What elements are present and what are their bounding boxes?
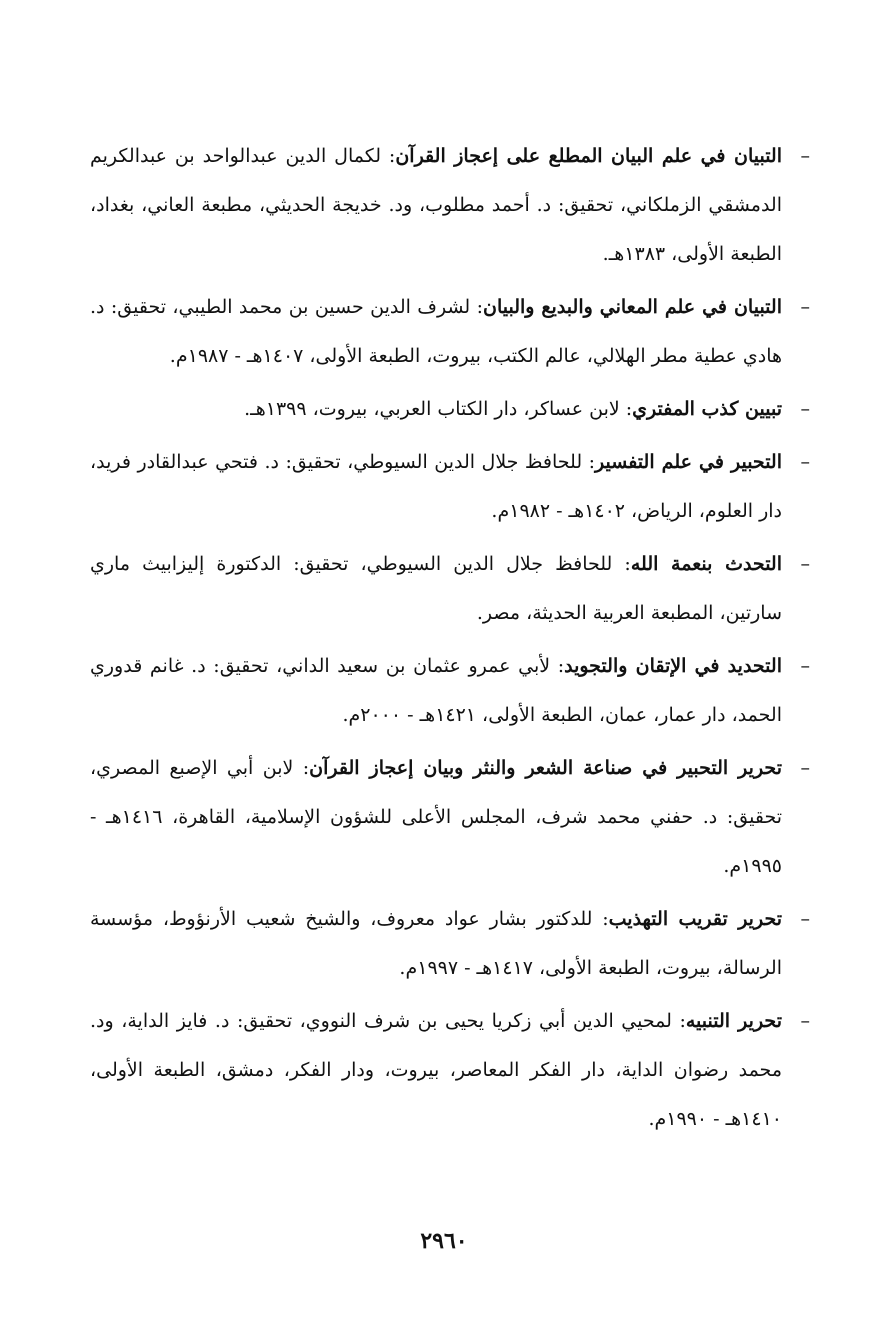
entry-title: تبيين كذب المفتري xyxy=(632,398,782,420)
bibliography-entry xyxy=(90,385,810,434)
entry-dash: – xyxy=(800,145,810,167)
entry-details: : للحافظ جلال الدين السيوطي، تحقيق: الدكتورة إليزابيث ماري سارتين، المطبعة العربية الحديثة، مصر. xyxy=(90,553,782,624)
entry-details: : لشرف الدين حسين بن محمد الطيبي، تحقيق: د. هادي عطية مطر الهلالي، عالم الكتب، بيروت، الطبعة الأولى، ١٤٠٧هـ - ١٩٨٧م. xyxy=(90,296,782,367)
entry-title: التبيان في علم البيان المطلع على إعجاز القرآن xyxy=(395,145,783,167)
entry-dash: – xyxy=(800,757,810,779)
entry-title: التحديد في الإتقان والتجويد xyxy=(564,655,782,677)
entry-dash: – xyxy=(800,451,810,473)
entry-dash: – xyxy=(800,296,810,318)
entry-details: : لابن أبي الإصبع المصري، تحقيق: د. حفني محمد شرف، المجلس الأعلى للشؤون الإسلامية، القاهرة، ١٤١٦هـ - ١٩٩٥م. xyxy=(90,757,783,877)
entry-details: : لابن عساكر، دار الكتاب العربي، بيروت، ١٣٩٩هـ. xyxy=(244,398,633,420)
entry-dash: – xyxy=(800,908,810,930)
entry-title: التحدث بنعمة الله xyxy=(630,553,782,575)
bibliography-entry xyxy=(90,132,810,279)
entry-title: تحرير تقريب التهذيب xyxy=(608,908,783,930)
bibliography-entry xyxy=(90,997,810,1144)
entry-dash: – xyxy=(800,553,810,575)
entry-details: : لأبي عمرو عثمان بن سعيد الداني، تحقيق: د. غانم قدوري الحمد، دار عمار، عمان، الطبعة الأولى، ١٤٢١هـ - ٢٠٠٠م. xyxy=(90,655,782,726)
entry-details: : للدكتور بشار عواد معروف، والشيخ شعيب الأرنؤوط، مؤسسة الرسالة، بيروت، الطبعة الأولى، ١٤١٧هـ - ١٩٩٧م. xyxy=(90,908,782,979)
entry-title: تحرير التحبير في صناعة الشعر والنثر وبيان إعجاز القرآن xyxy=(309,757,782,779)
bibliography-entry xyxy=(90,744,810,891)
page-number: ٢٩٦٠ xyxy=(420,1228,468,1254)
bibliography-entry xyxy=(90,540,810,638)
entry-details: : لكمال الدين عبدالواحد بن عبدالكريم الدمشقي الزملكاني، تحقيق: د. أحمد مطلوب، ود. خديجة الحديثي، مطبعة العاني، بغداد، الطبعة الأولى، ١٣٨٣هـ. xyxy=(90,145,782,265)
bibliography-entry xyxy=(90,642,810,740)
entry-details: : للحافظ جلال الدين السيوطي، تحقيق: د. فتحي عبدالقادر فريد، دار العلوم، الرياض، ١٤٠٢هـ - ١٩٨٢م. xyxy=(90,451,782,522)
entry-title: تحرير التنبيه xyxy=(685,1010,782,1032)
entry-title: التحبير في علم التفسير xyxy=(595,451,782,473)
entry-details: : لمحيي الدين أبي زكريا يحيى بن شرف النووي، تحقيق: د. فايز الداية، ود. محمد رضوان الداية، دار الفكر المعاصر، بيروت، ودار الفكر، دمشق، الطبعة الأولى، ١٤١٠هـ - ١٩٩٠م. xyxy=(90,1010,782,1130)
entry-dash: – xyxy=(800,1010,810,1032)
entry-title: التبيان في علم المعاني والبديع والبيان xyxy=(483,296,782,318)
bibliography-entry xyxy=(90,438,810,536)
entry-dash: – xyxy=(800,655,810,677)
bibliography-entry xyxy=(90,895,810,993)
entry-dash: – xyxy=(800,398,810,420)
bibliography-list xyxy=(90,132,810,1148)
bibliography-entry xyxy=(90,283,810,381)
